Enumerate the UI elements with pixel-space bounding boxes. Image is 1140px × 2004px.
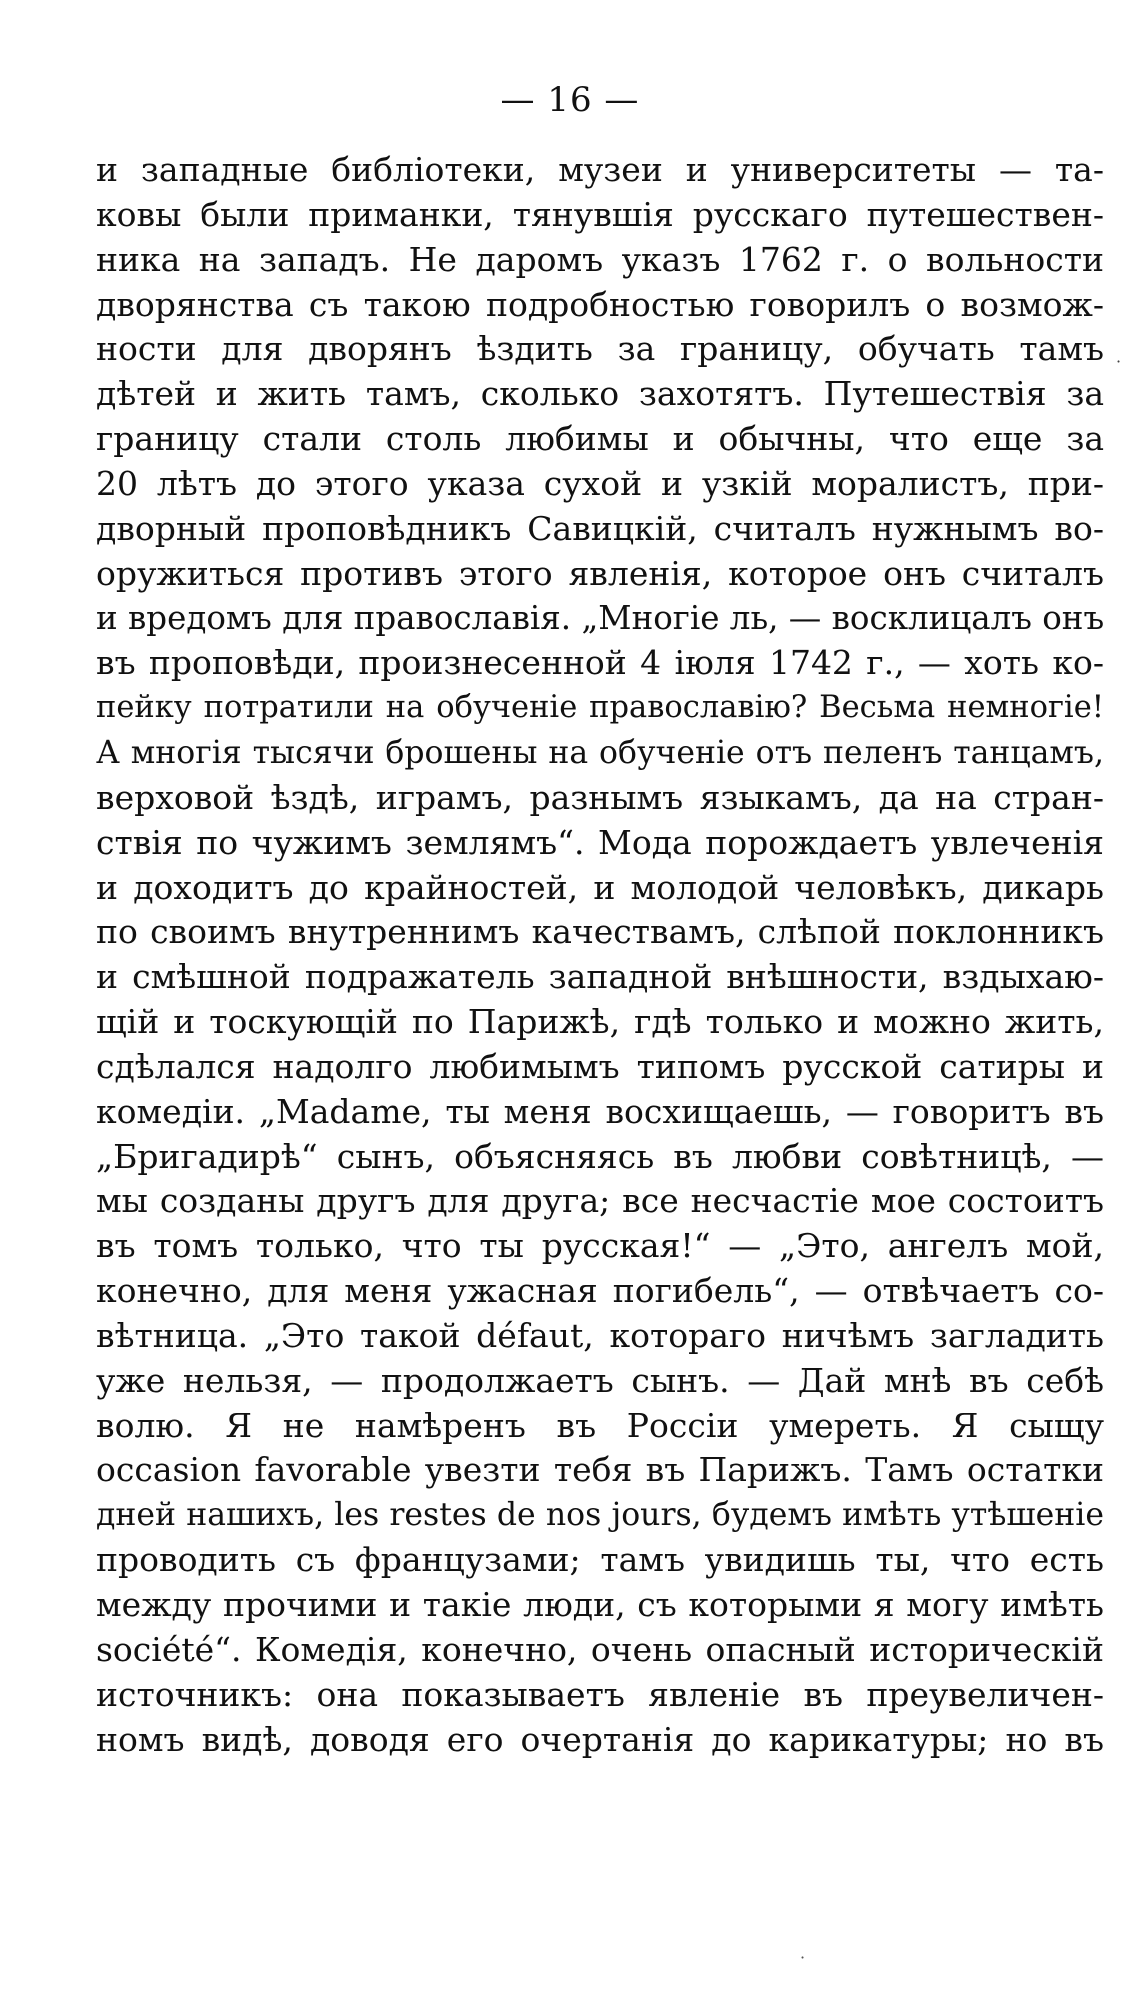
text-line: границу стали столь любимы и обычны, что еще за xyxy=(96,419,1104,459)
text-line: вѣтница. „Это такой défaut, котораго ничѣмъ загладить xyxy=(96,1315,1104,1355)
text-line: ности для дворянъ ѣздить за границу, обучать тамъ xyxy=(96,329,1104,369)
text-line: 20 лѣтъ до этого указа сухой и узкій моралистъ, при- xyxy=(96,463,1104,503)
text-line: верховой ѣздѣ, играмъ, разнымъ языкамъ, да на стран- xyxy=(96,777,1104,817)
text-line: источникъ: она показываетъ явленіе въ преувеличен- xyxy=(96,1674,1104,1714)
bottom-speck: · xyxy=(800,1948,806,1967)
text-line: проводить съ французами; тамъ увидишь ты, что есть xyxy=(96,1540,1104,1580)
text-line: въ проповѣди, произнесенной 4 іюля 1742 г., — хоть ко- xyxy=(96,643,1104,683)
text-line: и доходитъ до крайностей, и молодой человѣкъ, дикарь xyxy=(96,867,1104,907)
text-line: „Бригадирѣ“ сынъ, объясняясь въ любви совѣтницѣ, — xyxy=(96,1136,1104,1176)
text-line: и вредомъ для православія. „Многіе ль, — восклицалъ онъ xyxy=(96,599,1104,638)
page-number: — 16 — xyxy=(500,80,640,120)
text-line: конечно, для меня ужасная погибель“, — отвѣчаетъ со- xyxy=(96,1271,1104,1311)
text-line: occasion favorable увезти тебя въ Парижъ. Тамъ остатки xyxy=(96,1450,1104,1490)
text-line: по своимъ внутреннимъ качествамъ, слѣпой поклонникъ xyxy=(96,912,1104,952)
text-line: дней нашихъ, les restes de nos jours, будемъ имѣть утѣшеніе xyxy=(96,1497,1104,1534)
text-line: комедіи. „Madame, ты меня восхищаешь, — говоритъ въ xyxy=(96,1091,1104,1131)
text-line: société“. Комедія, конечно, очень опасный историческій xyxy=(96,1629,1104,1669)
text-line: въ томъ только, что ты русская!“ — „Это, ангелъ мой, xyxy=(96,1226,1104,1266)
text-line: сдѣлался надолго любимымъ типомъ русской сатиры и xyxy=(96,1046,1104,1086)
text-line: и западные библіотеки, музеи и университеты — та- xyxy=(96,150,1104,189)
text-line: ковы были приманки, тянувшія русскаго путешествен- xyxy=(96,194,1104,234)
text-line: волю. Я не намѣренъ въ Россіи умереть. Я сыщу xyxy=(96,1405,1104,1445)
text-line: мы созданы другъ для друга; все несчастіе мое состоитъ xyxy=(96,1181,1104,1221)
text-line: дворянства съ такою подробностью говорилъ о возмож- xyxy=(96,284,1104,324)
margin-speck: · xyxy=(1116,352,1122,371)
text-line: дѣтей и жить тамъ, сколько захотятъ. Путешествія за xyxy=(96,374,1104,414)
text-line: номъ видѣ, доводя его очертанія до карикатуры; но въ xyxy=(96,1719,1104,1759)
text-line: ника на западъ. Не даромъ указъ 1762 г. о вольности xyxy=(96,239,1104,279)
text-line: уже нельзя, — продолжаетъ сынъ. — Дай мнѣ въ себѣ xyxy=(96,1360,1104,1400)
text-line: дворный проповѣдникъ Савицкій, считалъ нужнымъ во- xyxy=(96,508,1104,548)
body-text xyxy=(96,148,1104,1762)
text-line: между прочими и такіе люди, съ которыми я могу имѣть xyxy=(96,1585,1104,1624)
text-line: щій и тоскующій по Парижѣ, гдѣ только и можно жить, xyxy=(96,1002,1104,1042)
text-line: пейку потратили на обученіе православію? Весьма немногіе! xyxy=(96,690,1104,726)
text-line: ствія по чужимъ землямъ“. Мода порождаетъ увлеченія xyxy=(96,822,1104,862)
text-line: и смѣшной подражатель западной внѣшности, вздыхаю- xyxy=(96,957,1104,997)
text-line: А многія тысячи брошены на обученіе отъ пеленъ танцамъ, xyxy=(96,734,1104,771)
text-line: оружиться противъ этого явленія, которое онъ считалъ xyxy=(96,553,1104,593)
